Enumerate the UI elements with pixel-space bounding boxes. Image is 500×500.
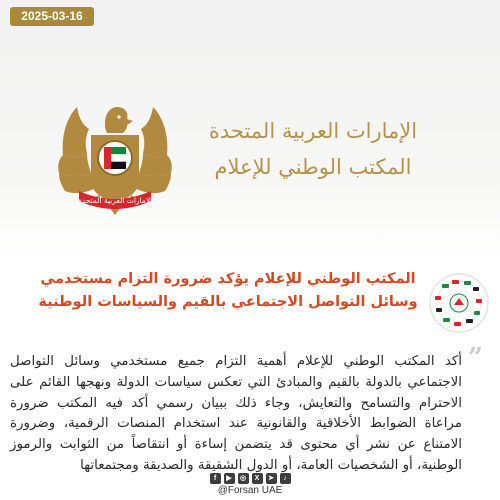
youtube-icon[interactable]: ▶ bbox=[224, 473, 235, 484]
ministry-name-line1: الإمارات العربية المتحدة bbox=[208, 119, 418, 143]
footer bbox=[0, 470, 500, 500]
x-icon[interactable]: X bbox=[252, 473, 263, 484]
forsan-logo-icon bbox=[428, 272, 490, 334]
article-body: أكد المكتب الوطني للإعلام أهمية التزام جميع مستخدمي وسائل التواصل الاجتماعي بالدولة بالقيم والمبادئ التي تعكس سياسات الدولة ونهجها القائم على الاحترام والتسامح والتعايش، وجاء ذلك ببيان رسمي أكد فيه المكتب ضرورة مراعاة الضوابط الأخلاقية والقانونية عند استخدام المنصات الرقمية، وضرورة الامتناع عن نشر أي محتوى قد يتضمن إساءة أو انتقاصاً من الثوابت والرموز الوطنية، أو الشخصيات العامة، أو الدول الشقيقة والصديقة ومجتمعاتها bbox=[10, 354, 462, 473]
social-icons bbox=[0, 470, 500, 484]
instagram-icon[interactable]: ◎ bbox=[238, 473, 249, 484]
date-badge: 2025-03-16 bbox=[10, 7, 94, 26]
uae-emblem-icon bbox=[55, 95, 175, 220]
facebook-icon[interactable]: f bbox=[210, 473, 221, 484]
ministry-name bbox=[188, 116, 438, 182]
quote-mark-icon: ” bbox=[468, 343, 483, 373]
headline-line1: المكتب الوطني للإعلام يؤكد ضرورة التزام مستخدمي bbox=[40, 271, 416, 287]
article-headline bbox=[32, 268, 424, 314]
emblem-ribbon-text: الإمارات العربية المتحدة bbox=[77, 196, 153, 205]
account-handle[interactable]: @Forsan UAE bbox=[217, 485, 283, 496]
headline-line2: وسائل التواصل الاجتماعي بالقيم والسياسات الوطنية bbox=[38, 294, 418, 310]
telegram-icon[interactable]: ➤ bbox=[266, 473, 277, 484]
tiktok-icon[interactable]: ♪ bbox=[280, 473, 291, 484]
ministry-name-line2: المكتب الوطني للإعلام bbox=[214, 155, 412, 179]
